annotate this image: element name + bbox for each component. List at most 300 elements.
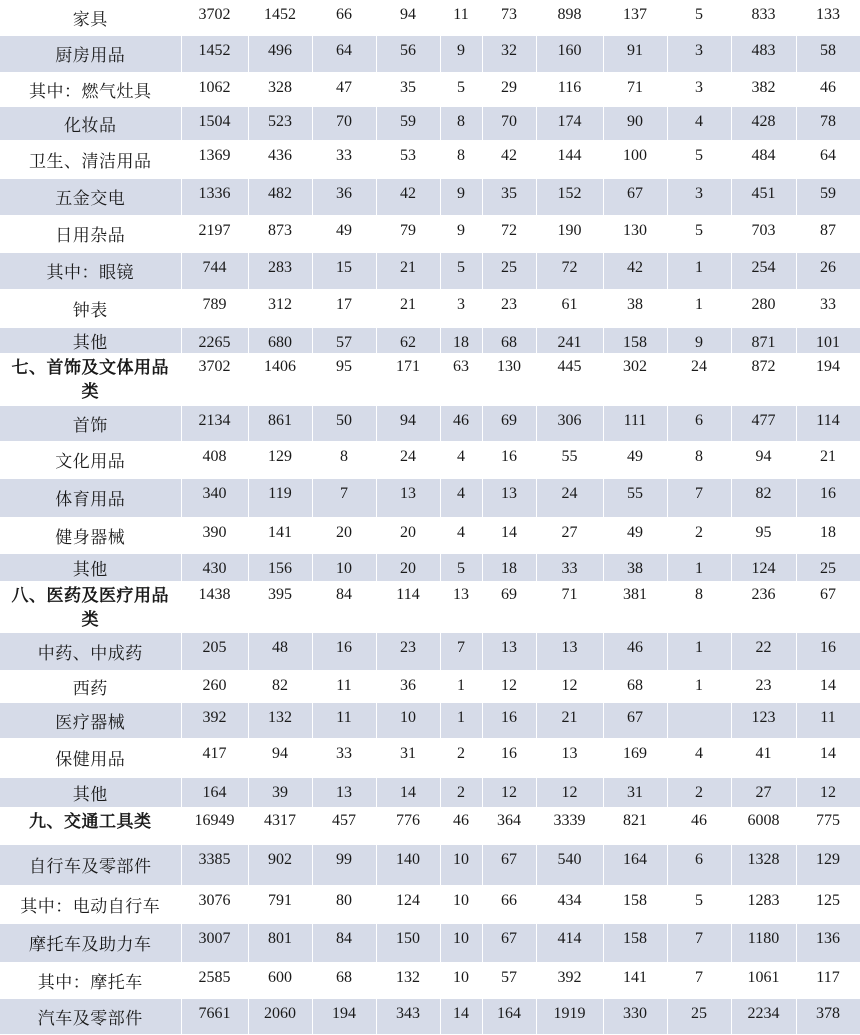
table-row xyxy=(0,106,860,140)
value-cell-col-6: 67 xyxy=(482,844,536,885)
value-cell-col-3: 8 xyxy=(312,441,376,478)
value-cell-col-8: 90 xyxy=(603,106,667,140)
value-cell-col-4: 14 xyxy=(376,777,440,807)
table-row xyxy=(0,405,860,441)
value-cell-col-2: 312 xyxy=(248,289,312,327)
value-cell-col-1: 1336 xyxy=(181,178,248,215)
value-cell-col-11: 11 xyxy=(796,702,860,738)
value-cell-col-9: 7 xyxy=(667,478,731,517)
value-cell-col-4: 56 xyxy=(376,35,440,72)
value-cell-col-3: 10 xyxy=(312,553,376,581)
item-label-cell: 钟表 xyxy=(0,289,181,327)
table-row xyxy=(0,885,860,923)
value-cell-col-9: 4 xyxy=(667,106,731,140)
value-cell-col-9: 5 xyxy=(667,0,731,35)
value-cell-col-4: 114 xyxy=(376,581,440,632)
table-row xyxy=(0,844,860,885)
value-cell-col-10: 477 xyxy=(731,405,796,441)
value-cell-col-6: 72 xyxy=(482,215,536,252)
value-cell-col-6: 57 xyxy=(482,962,536,998)
value-cell-col-11: 67 xyxy=(796,581,860,632)
value-cell-col-8: 38 xyxy=(603,553,667,581)
item-label-cell: 其他 xyxy=(0,777,181,807)
value-cell-col-10: 833 xyxy=(731,0,796,35)
value-cell-col-9: 1 xyxy=(667,670,731,702)
value-cell-col-8: 158 xyxy=(603,885,667,923)
value-cell-col-4: 140 xyxy=(376,844,440,885)
value-cell-col-5: 14 xyxy=(440,998,482,1034)
table-row xyxy=(0,178,860,215)
value-cell-col-5: 63 xyxy=(440,353,482,405)
value-cell-col-7: 27 xyxy=(536,517,603,553)
value-cell-col-7: 116 xyxy=(536,72,603,106)
item-label-cell: 其中：燃气灶具 xyxy=(0,72,181,106)
item-label-cell: 其中：摩托车 xyxy=(0,962,181,998)
value-cell-col-8: 49 xyxy=(603,441,667,478)
value-cell-col-10: 871 xyxy=(731,327,796,353)
value-cell-col-4: 79 xyxy=(376,215,440,252)
table-row xyxy=(0,962,860,998)
value-cell-col-9: 1 xyxy=(667,553,731,581)
value-cell-col-11: 33 xyxy=(796,289,860,327)
value-cell-col-4: 21 xyxy=(376,289,440,327)
value-cell-col-3: 66 xyxy=(312,0,376,35)
value-cell-col-3: 99 xyxy=(312,844,376,885)
value-cell-col-11: 125 xyxy=(796,885,860,923)
value-cell-col-1: 164 xyxy=(181,777,248,807)
value-cell-col-3: 33 xyxy=(312,738,376,777)
value-cell-col-7: 152 xyxy=(536,178,603,215)
value-cell-col-6: 73 xyxy=(482,0,536,35)
value-cell-col-1: 2197 xyxy=(181,215,248,252)
value-cell-col-1: 3702 xyxy=(181,0,248,35)
value-cell-col-8: 330 xyxy=(603,998,667,1034)
value-cell-col-9: 5 xyxy=(667,885,731,923)
value-cell-col-4: 94 xyxy=(376,405,440,441)
table-row xyxy=(0,632,860,670)
value-cell-col-9: 5 xyxy=(667,140,731,178)
value-cell-col-8: 164 xyxy=(603,844,667,885)
value-cell-col-1: 408 xyxy=(181,441,248,478)
value-cell-col-8: 67 xyxy=(603,702,667,738)
value-cell-col-11: 133 xyxy=(796,0,860,35)
value-cell-col-5: 10 xyxy=(440,844,482,885)
value-cell-col-2: 132 xyxy=(248,702,312,738)
value-cell-col-2: 48 xyxy=(248,632,312,670)
table-row xyxy=(0,998,860,1034)
table-row xyxy=(0,215,860,252)
value-cell-col-3: 95 xyxy=(312,353,376,405)
value-cell-col-5: 10 xyxy=(440,885,482,923)
value-cell-col-2: 141 xyxy=(248,517,312,553)
value-cell-col-8: 55 xyxy=(603,478,667,517)
value-cell-col-8: 31 xyxy=(603,777,667,807)
value-cell-col-6: 68 xyxy=(482,327,536,353)
value-cell-col-8: 381 xyxy=(603,581,667,632)
value-cell-col-4: 13 xyxy=(376,478,440,517)
value-cell-col-1: 1062 xyxy=(181,72,248,106)
value-cell-col-9: 7 xyxy=(667,962,731,998)
value-cell-col-1: 260 xyxy=(181,670,248,702)
value-cell-col-3: 84 xyxy=(312,923,376,962)
value-cell-col-5: 9 xyxy=(440,35,482,72)
value-cell-col-5: 2 xyxy=(440,777,482,807)
value-cell-col-6: 42 xyxy=(482,140,536,178)
value-cell-col-11: 59 xyxy=(796,178,860,215)
value-cell-col-4: 10 xyxy=(376,702,440,738)
table-row xyxy=(0,923,860,962)
value-cell-col-3: 17 xyxy=(312,289,376,327)
value-cell-col-7: 241 xyxy=(536,327,603,353)
value-cell-col-1: 3385 xyxy=(181,844,248,885)
value-cell-col-2: 680 xyxy=(248,327,312,353)
value-cell-col-9: 8 xyxy=(667,441,731,478)
item-label-cell: 卫生、清洁用品 xyxy=(0,140,181,178)
category-heading-cell: 九、交通工具类 xyxy=(0,807,181,844)
value-cell-col-5: 4 xyxy=(440,478,482,517)
value-cell-col-11: 16 xyxy=(796,478,860,517)
table-row xyxy=(0,72,860,106)
value-cell-col-11: 378 xyxy=(796,998,860,1034)
value-cell-col-5: 5 xyxy=(440,72,482,106)
table-row xyxy=(0,777,860,807)
table-row xyxy=(0,581,860,632)
value-cell-col-3: 84 xyxy=(312,581,376,632)
value-cell-col-11: 117 xyxy=(796,962,860,998)
value-cell-col-4: 132 xyxy=(376,962,440,998)
item-label-cell: 厨房用品 xyxy=(0,35,181,72)
table-row xyxy=(0,670,860,702)
value-cell-col-4: 59 xyxy=(376,106,440,140)
value-cell-col-7: 174 xyxy=(536,106,603,140)
value-cell-col-11: 58 xyxy=(796,35,860,72)
value-cell-col-3: 13 xyxy=(312,777,376,807)
value-cell-col-4: 35 xyxy=(376,72,440,106)
value-cell-col-2: 283 xyxy=(248,252,312,289)
value-cell-col-8: 302 xyxy=(603,353,667,405)
item-label-cell: 五金交电 xyxy=(0,178,181,215)
value-cell-col-1: 340 xyxy=(181,478,248,517)
value-cell-col-6: 32 xyxy=(482,35,536,72)
item-label-cell: 化妆品 xyxy=(0,106,181,140)
value-cell-col-6: 25 xyxy=(482,252,536,289)
value-cell-col-9: 2 xyxy=(667,517,731,553)
value-cell-col-1: 3007 xyxy=(181,923,248,962)
value-cell-col-9: 5 xyxy=(667,215,731,252)
value-cell-col-8: 68 xyxy=(603,670,667,702)
value-cell-col-3: 33 xyxy=(312,140,376,178)
value-cell-col-8: 130 xyxy=(603,215,667,252)
value-cell-col-9: 8 xyxy=(667,581,731,632)
value-cell-col-8: 111 xyxy=(603,405,667,441)
value-cell-col-6: 69 xyxy=(482,581,536,632)
value-cell-col-5: 46 xyxy=(440,807,482,844)
value-cell-col-2: 1452 xyxy=(248,0,312,35)
table-row xyxy=(0,807,860,844)
value-cell-col-1: 2265 xyxy=(181,327,248,353)
value-cell-col-1: 16949 xyxy=(181,807,248,844)
value-cell-col-10: 254 xyxy=(731,252,796,289)
value-cell-col-9: 3 xyxy=(667,72,731,106)
value-cell-col-7: 12 xyxy=(536,670,603,702)
table-row xyxy=(0,0,860,35)
value-cell-col-7: 61 xyxy=(536,289,603,327)
value-cell-col-7: 55 xyxy=(536,441,603,478)
value-cell-col-11: 12 xyxy=(796,777,860,807)
value-cell-col-8: 71 xyxy=(603,72,667,106)
value-cell-col-6: 35 xyxy=(482,178,536,215)
value-cell-col-10: 2234 xyxy=(731,998,796,1034)
value-cell-col-4: 21 xyxy=(376,252,440,289)
table-row xyxy=(0,702,860,738)
value-cell-col-10: 382 xyxy=(731,72,796,106)
value-cell-col-11: 136 xyxy=(796,923,860,962)
value-cell-col-10: 484 xyxy=(731,140,796,178)
value-cell-col-4: 42 xyxy=(376,178,440,215)
table-row xyxy=(0,327,860,353)
value-cell-col-1: 1369 xyxy=(181,140,248,178)
value-cell-col-10: 703 xyxy=(731,215,796,252)
value-cell-col-1: 7661 xyxy=(181,998,248,1034)
value-cell-col-3: 15 xyxy=(312,252,376,289)
value-cell-col-2: 82 xyxy=(248,670,312,702)
value-cell-col-10: 1328 xyxy=(731,844,796,885)
value-cell-col-9: 25 xyxy=(667,998,731,1034)
value-cell-col-6: 69 xyxy=(482,405,536,441)
value-cell-col-7: 392 xyxy=(536,962,603,998)
value-cell-col-6: 18 xyxy=(482,553,536,581)
value-cell-col-10: 6008 xyxy=(731,807,796,844)
value-cell-col-2: 328 xyxy=(248,72,312,106)
value-cell-col-10: 280 xyxy=(731,289,796,327)
value-cell-col-7: 190 xyxy=(536,215,603,252)
value-cell-col-6: 13 xyxy=(482,478,536,517)
value-cell-col-1: 392 xyxy=(181,702,248,738)
value-cell-col-8: 49 xyxy=(603,517,667,553)
value-cell-col-10: 428 xyxy=(731,106,796,140)
value-cell-col-4: 36 xyxy=(376,670,440,702)
value-cell-col-8: 91 xyxy=(603,35,667,72)
value-cell-col-9: 24 xyxy=(667,353,731,405)
value-cell-col-10: 22 xyxy=(731,632,796,670)
item-label-cell: 文化用品 xyxy=(0,441,181,478)
value-cell-col-1: 2134 xyxy=(181,405,248,441)
value-cell-col-5: 13 xyxy=(440,581,482,632)
value-cell-col-6: 12 xyxy=(482,777,536,807)
value-cell-col-2: 395 xyxy=(248,581,312,632)
value-cell-col-9: 1 xyxy=(667,252,731,289)
value-cell-col-7: 306 xyxy=(536,405,603,441)
value-cell-col-6: 29 xyxy=(482,72,536,106)
value-cell-col-7: 414 xyxy=(536,923,603,962)
value-cell-col-5: 18 xyxy=(440,327,482,353)
value-cell-col-3: 57 xyxy=(312,327,376,353)
value-cell-col-8: 158 xyxy=(603,923,667,962)
value-cell-col-1: 744 xyxy=(181,252,248,289)
value-cell-col-4: 20 xyxy=(376,517,440,553)
value-cell-col-6: 14 xyxy=(482,517,536,553)
value-cell-col-5: 1 xyxy=(440,670,482,702)
value-cell-col-11: 18 xyxy=(796,517,860,553)
value-cell-col-1: 3702 xyxy=(181,353,248,405)
value-cell-col-7: 12 xyxy=(536,777,603,807)
value-cell-col-2: 94 xyxy=(248,738,312,777)
value-cell-col-7: 160 xyxy=(536,35,603,72)
value-cell-col-5: 46 xyxy=(440,405,482,441)
value-cell-col-8: 158 xyxy=(603,327,667,353)
value-cell-col-8: 169 xyxy=(603,738,667,777)
value-cell-col-5: 10 xyxy=(440,923,482,962)
value-cell-col-7: 540 xyxy=(536,844,603,885)
category-heading-cell: 八、医药及医疗用品类 xyxy=(0,581,181,632)
value-cell-col-10: 1061 xyxy=(731,962,796,998)
value-cell-col-3: 457 xyxy=(312,807,376,844)
value-cell-col-3: 64 xyxy=(312,35,376,72)
table-row xyxy=(0,289,860,327)
item-label-cell: 保健用品 xyxy=(0,738,181,777)
value-cell-col-6: 66 xyxy=(482,885,536,923)
value-cell-col-4: 343 xyxy=(376,998,440,1034)
value-cell-col-11: 101 xyxy=(796,327,860,353)
value-cell-col-3: 49 xyxy=(312,215,376,252)
value-cell-col-2: 156 xyxy=(248,553,312,581)
value-cell-col-2: 1406 xyxy=(248,353,312,405)
value-cell-col-1: 3076 xyxy=(181,885,248,923)
table-row xyxy=(0,738,860,777)
value-cell-col-4: 20 xyxy=(376,553,440,581)
value-cell-col-7: 445 xyxy=(536,353,603,405)
value-cell-col-4: 94 xyxy=(376,0,440,35)
value-cell-col-7: 33 xyxy=(536,553,603,581)
value-cell-col-9: 3 xyxy=(667,178,731,215)
value-cell-col-1: 417 xyxy=(181,738,248,777)
value-cell-col-8: 141 xyxy=(603,962,667,998)
value-cell-col-6: 164 xyxy=(482,998,536,1034)
value-cell-col-9: 4 xyxy=(667,738,731,777)
value-cell-col-1: 1504 xyxy=(181,106,248,140)
table-row xyxy=(0,517,860,553)
value-cell-col-2: 600 xyxy=(248,962,312,998)
value-cell-col-6: 23 xyxy=(482,289,536,327)
value-cell-col-6: 364 xyxy=(482,807,536,844)
value-cell-col-11: 64 xyxy=(796,140,860,178)
category-heading-cell: 七、首饰及文体用品类 xyxy=(0,353,181,405)
item-label-cell: 其中：眼镜 xyxy=(0,252,181,289)
table-row xyxy=(0,353,860,405)
value-cell-col-7: 434 xyxy=(536,885,603,923)
value-cell-col-10: 124 xyxy=(731,553,796,581)
value-cell-col-6: 16 xyxy=(482,441,536,478)
value-cell-col-5: 4 xyxy=(440,441,482,478)
value-cell-col-6: 16 xyxy=(482,702,536,738)
value-cell-col-3: 194 xyxy=(312,998,376,1034)
value-cell-col-7: 21 xyxy=(536,702,603,738)
value-cell-col-8: 46 xyxy=(603,632,667,670)
value-cell-col-2: 791 xyxy=(248,885,312,923)
value-cell-col-8: 821 xyxy=(603,807,667,844)
value-cell-col-2: 902 xyxy=(248,844,312,885)
value-cell-col-8: 100 xyxy=(603,140,667,178)
value-cell-col-1: 390 xyxy=(181,517,248,553)
value-cell-col-5: 3 xyxy=(440,289,482,327)
value-cell-col-4: 171 xyxy=(376,353,440,405)
value-cell-col-11: 87 xyxy=(796,215,860,252)
value-cell-col-10: 123 xyxy=(731,702,796,738)
value-cell-col-8: 38 xyxy=(603,289,667,327)
value-cell-col-9: 9 xyxy=(667,327,731,353)
value-cell-col-7: 1919 xyxy=(536,998,603,1034)
value-cell-col-4: 53 xyxy=(376,140,440,178)
value-cell-col-11: 14 xyxy=(796,738,860,777)
value-cell-col-2: 861 xyxy=(248,405,312,441)
value-cell-col-7: 24 xyxy=(536,478,603,517)
value-cell-col-5: 11 xyxy=(440,0,482,35)
value-cell-col-10: 94 xyxy=(731,441,796,478)
value-cell-col-11: 16 xyxy=(796,632,860,670)
value-cell-col-2: 873 xyxy=(248,215,312,252)
value-cell-col-11: 775 xyxy=(796,807,860,844)
value-cell-col-10: 1180 xyxy=(731,923,796,962)
table-row xyxy=(0,553,860,581)
value-cell-col-8: 137 xyxy=(603,0,667,35)
value-cell-col-1: 205 xyxy=(181,632,248,670)
value-cell-col-3: 36 xyxy=(312,178,376,215)
value-cell-col-5: 10 xyxy=(440,962,482,998)
value-cell-col-4: 150 xyxy=(376,923,440,962)
item-label-cell: 其他 xyxy=(0,327,181,353)
value-cell-col-9: 6 xyxy=(667,844,731,885)
value-cell-col-11: 194 xyxy=(796,353,860,405)
value-cell-col-5: 5 xyxy=(440,252,482,289)
value-cell-col-6: 130 xyxy=(482,353,536,405)
value-cell-col-4: 776 xyxy=(376,807,440,844)
item-label-cell: 日用杂品 xyxy=(0,215,181,252)
value-cell-col-7: 13 xyxy=(536,632,603,670)
item-label-cell: 其他 xyxy=(0,553,181,581)
value-cell-col-6: 16 xyxy=(482,738,536,777)
value-cell-col-2: 2060 xyxy=(248,998,312,1034)
value-cell-col-1: 1452 xyxy=(181,35,248,72)
value-cell-col-1: 430 xyxy=(181,553,248,581)
value-cell-col-11: 78 xyxy=(796,106,860,140)
value-cell-col-11: 25 xyxy=(796,553,860,581)
value-cell-col-7: 13 xyxy=(536,738,603,777)
value-cell-col-3: 11 xyxy=(312,670,376,702)
value-cell-col-11: 114 xyxy=(796,405,860,441)
table-row xyxy=(0,478,860,517)
value-cell-col-3: 11 xyxy=(312,702,376,738)
value-cell-col-9: 2 xyxy=(667,777,731,807)
item-label-cell: 汽车及零部件 xyxy=(0,998,181,1034)
value-cell-col-8: 67 xyxy=(603,178,667,215)
value-cell-col-4: 124 xyxy=(376,885,440,923)
value-cell-col-5: 1 xyxy=(440,702,482,738)
value-cell-col-2: 482 xyxy=(248,178,312,215)
value-cell-col-6: 70 xyxy=(482,106,536,140)
value-cell-col-7: 3339 xyxy=(536,807,603,844)
value-cell-col-3: 7 xyxy=(312,478,376,517)
value-cell-col-4: 62 xyxy=(376,327,440,353)
value-cell-col-5: 9 xyxy=(440,215,482,252)
value-cell-col-9: 1 xyxy=(667,632,731,670)
value-cell-col-4: 23 xyxy=(376,632,440,670)
value-cell-col-7: 71 xyxy=(536,581,603,632)
value-cell-col-3: 47 xyxy=(312,72,376,106)
value-cell-col-11: 129 xyxy=(796,844,860,885)
value-cell-col-11: 14 xyxy=(796,670,860,702)
item-label-cell: 西药 xyxy=(0,670,181,702)
table-row xyxy=(0,252,860,289)
